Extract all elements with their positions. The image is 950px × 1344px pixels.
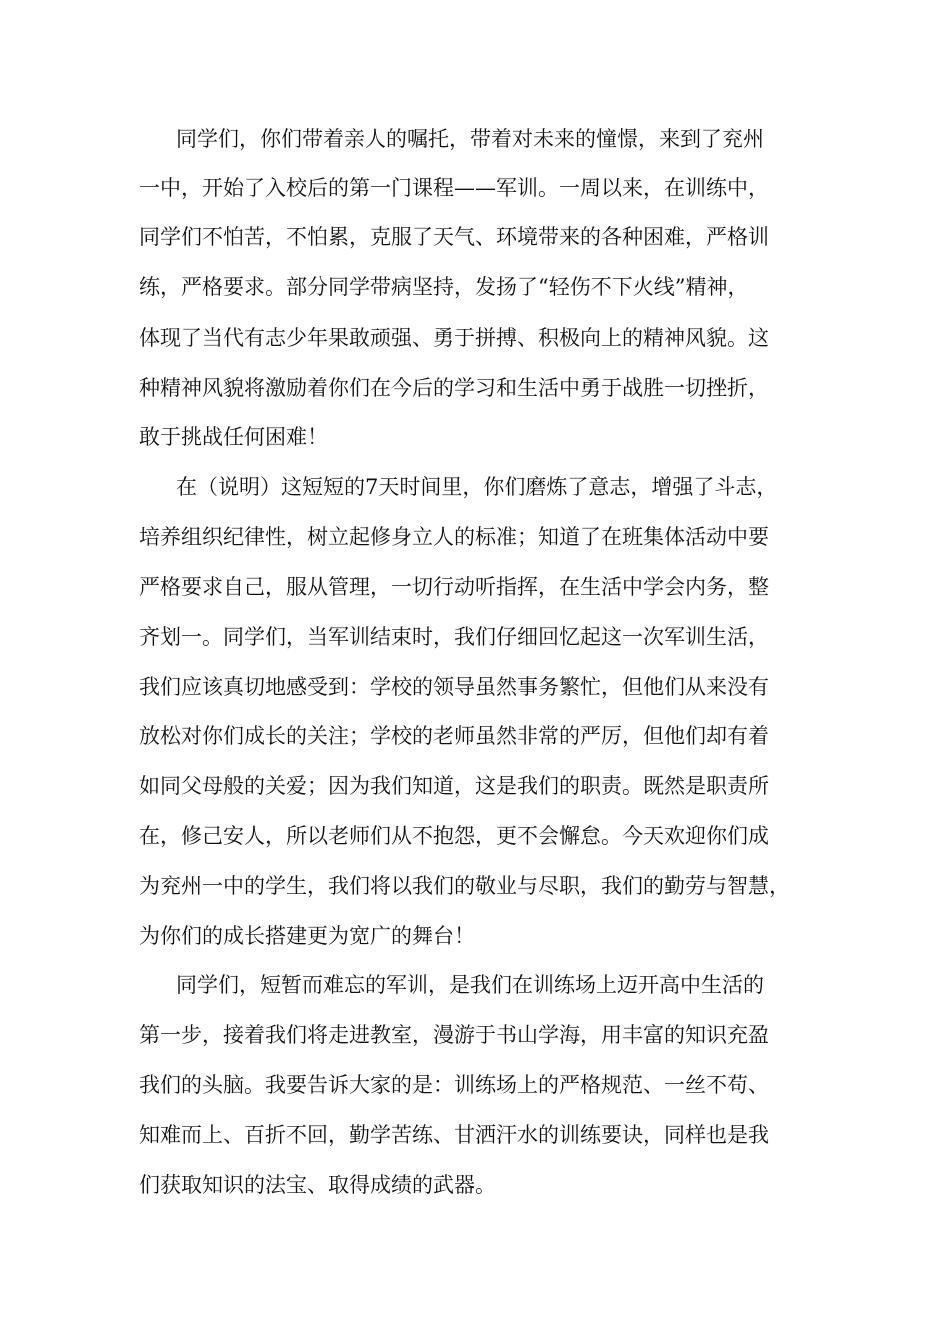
paragraph-1-line-4: 练，严格要求。部分同学带病坚持，发扬了“轻伤不下火线”精神， [139,275,749,299]
paragraph-3-line-5: 们获取知识的法宝、取得成绩的武器。 [139,1173,496,1197]
paragraph-1-line-3: 同学们不怕苦，不怕累，克服了天气、环境带来的各种困难，严格训 [139,225,769,249]
paragraph-2-line-3: 严格要求自己，服从管理，一切行动听指挥，在生活中学会内务，整 [139,575,769,599]
paragraph-2-line-5: 我们应该真切地感受到：学校的领导虽然事务繁忙，但他们从来没有 [139,675,769,699]
paragraph-1-line-5: 体现了当代有志少年果敢顽强、勇于拼搏、积极向上的精神风貌。这 [139,326,769,350]
paragraph-1-line-6: 种精神风貌将激励着你们在今后的学习和生活中勇于战胜一切挫折， [139,376,769,400]
paragraph-2-line-1: 在（说明）这短短的7天时间里，你们磨炼了意志，增强了斗志， [176,475,778,499]
paragraph-2-line-6: 放松对你们成长的关注；学校的老师虽然非常的严厉，但他们却有着 [139,724,769,748]
paragraph-3-line-3: 我们的头脑。我要告诉大家的是：训练场上的严格规范、一丝不苟、 [139,1073,769,1097]
paragraph-1-line-1: 同学们，你们带着亲人的嘱托，带着对未来的憧憬，来到了兖州 [176,127,764,151]
paragraph-2-line-9: 为兖州一中的学生，我们将以我们的敬业与尽职，我们的勤劳与智慧， [139,874,790,898]
paragraph-3-line-1: 同学们，短暂而难忘的军训，是我们在训练场上迈开高中生活的 [176,973,764,997]
paragraph-1-line-7: 敢于挑战任何困难！ [139,425,328,449]
paragraph-3-line-4: 知难而上、百折不回，勤学苦练、甘洒汗水的训练要诀，同样也是我 [139,1123,769,1147]
paragraph-2-line-4: 齐划一。同学们，当军训结束时，我们仔细回忆起这一次军训生活， [139,625,769,649]
paragraph-2-line-10: 为你们的成长搭建更为宽广的舞台！ [139,924,475,948]
paragraph-2-line-8: 在，修己安人，所以老师们从不抱怨，更不会懈怠。今天欢迎你们成 [139,824,769,848]
paragraph-1-line-2: 一中，开始了入校后的第一门课程——军训。一周以来，在训练中， [139,176,769,200]
paragraph-3-line-2: 第一步，接着我们将走进教室，漫游于书山学海，用丰富的知识充盈 [139,1023,769,1047]
paragraph-2-line-2: 培养组织纪律性，树立起修身立人的标准；知道了在班集体活动中要 [139,525,769,549]
paragraph-2-line-7: 如同父母般的关爱；因为我们知道，这是我们的职责。既然是职责所 [139,774,769,798]
